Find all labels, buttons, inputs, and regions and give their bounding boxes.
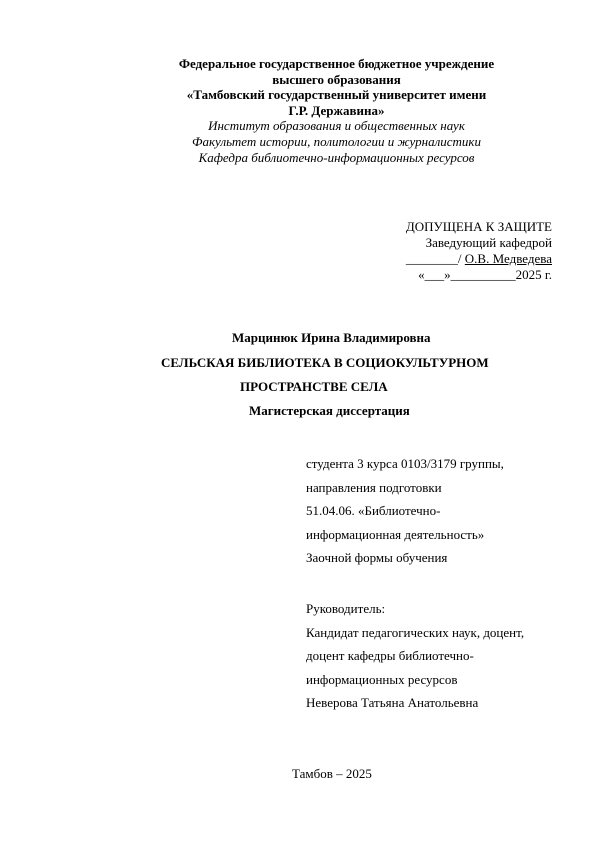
thesis-title-line-1: СЕЛЬСКАЯ БИБЛИОТЕКА В СОЦИОКУЛЬТУРНОМ (161, 355, 489, 370)
department-name: Кафедра библиотечно-информационных ресурсов (198, 149, 475, 165)
head-name: О.В. Медведева (464, 251, 552, 266)
student-line-1: студента 3 курса 0103/3179 группы, (306, 456, 504, 471)
header-line-1: Федеральное государственное бюджетное учреждение (178, 56, 495, 71)
student-line-4: информационная деятельность» (306, 526, 485, 542)
supervisor-info (306, 597, 524, 715)
faculty-name: Факультет истории, политологии и журналистики (191, 133, 481, 149)
thesis-title-line-2: ПРОСТРАНСТВЕ СЕЛА (240, 379, 388, 394)
institute-name: Институт образования и общественных наук (208, 118, 465, 134)
signature-line (406, 251, 552, 267)
header-line-3: «Тамбовский государственный университет имени (186, 87, 487, 103)
student-line-3: 51.04.06. «Библиотечно- (306, 503, 441, 518)
supervisor-label: Руководитель: (306, 601, 386, 616)
head-title: Заведующий кафедрой (425, 235, 552, 250)
admitted-label: ДОПУЩЕНА К ЗАЩИТЕ (405, 219, 552, 234)
student-line-2: направления подготовки (306, 479, 442, 495)
supervisor-name: Неверова Татьяна Анатольевна (306, 695, 479, 710)
work-type: Магистерская диссертация (249, 403, 410, 418)
supervisor-line-3: информационных ресурсов (306, 671, 458, 687)
student-info (306, 452, 504, 570)
institution-header (40, 56, 595, 165)
supervisor-line-1: Кандидат педагогических наук, доцент, (306, 624, 525, 640)
student-line-5: Заочной формы обучения (306, 550, 448, 565)
header-line-4: Г.Р. Державина» (288, 102, 385, 118)
supervisor-line-2: доцент кафедры библиотечно- (306, 648, 474, 663)
signature-separator: / (457, 251, 465, 266)
signature-blank: ________ (405, 251, 458, 266)
header-line-2: высшего образования (272, 71, 401, 87)
approval-date-line: «___»__________2025 г. (418, 267, 552, 282)
city-year: Тамбов – 2025 (292, 766, 372, 781)
author-name: Марцинюк Ирина Владимировна (232, 330, 431, 345)
approval-block (406, 219, 552, 283)
